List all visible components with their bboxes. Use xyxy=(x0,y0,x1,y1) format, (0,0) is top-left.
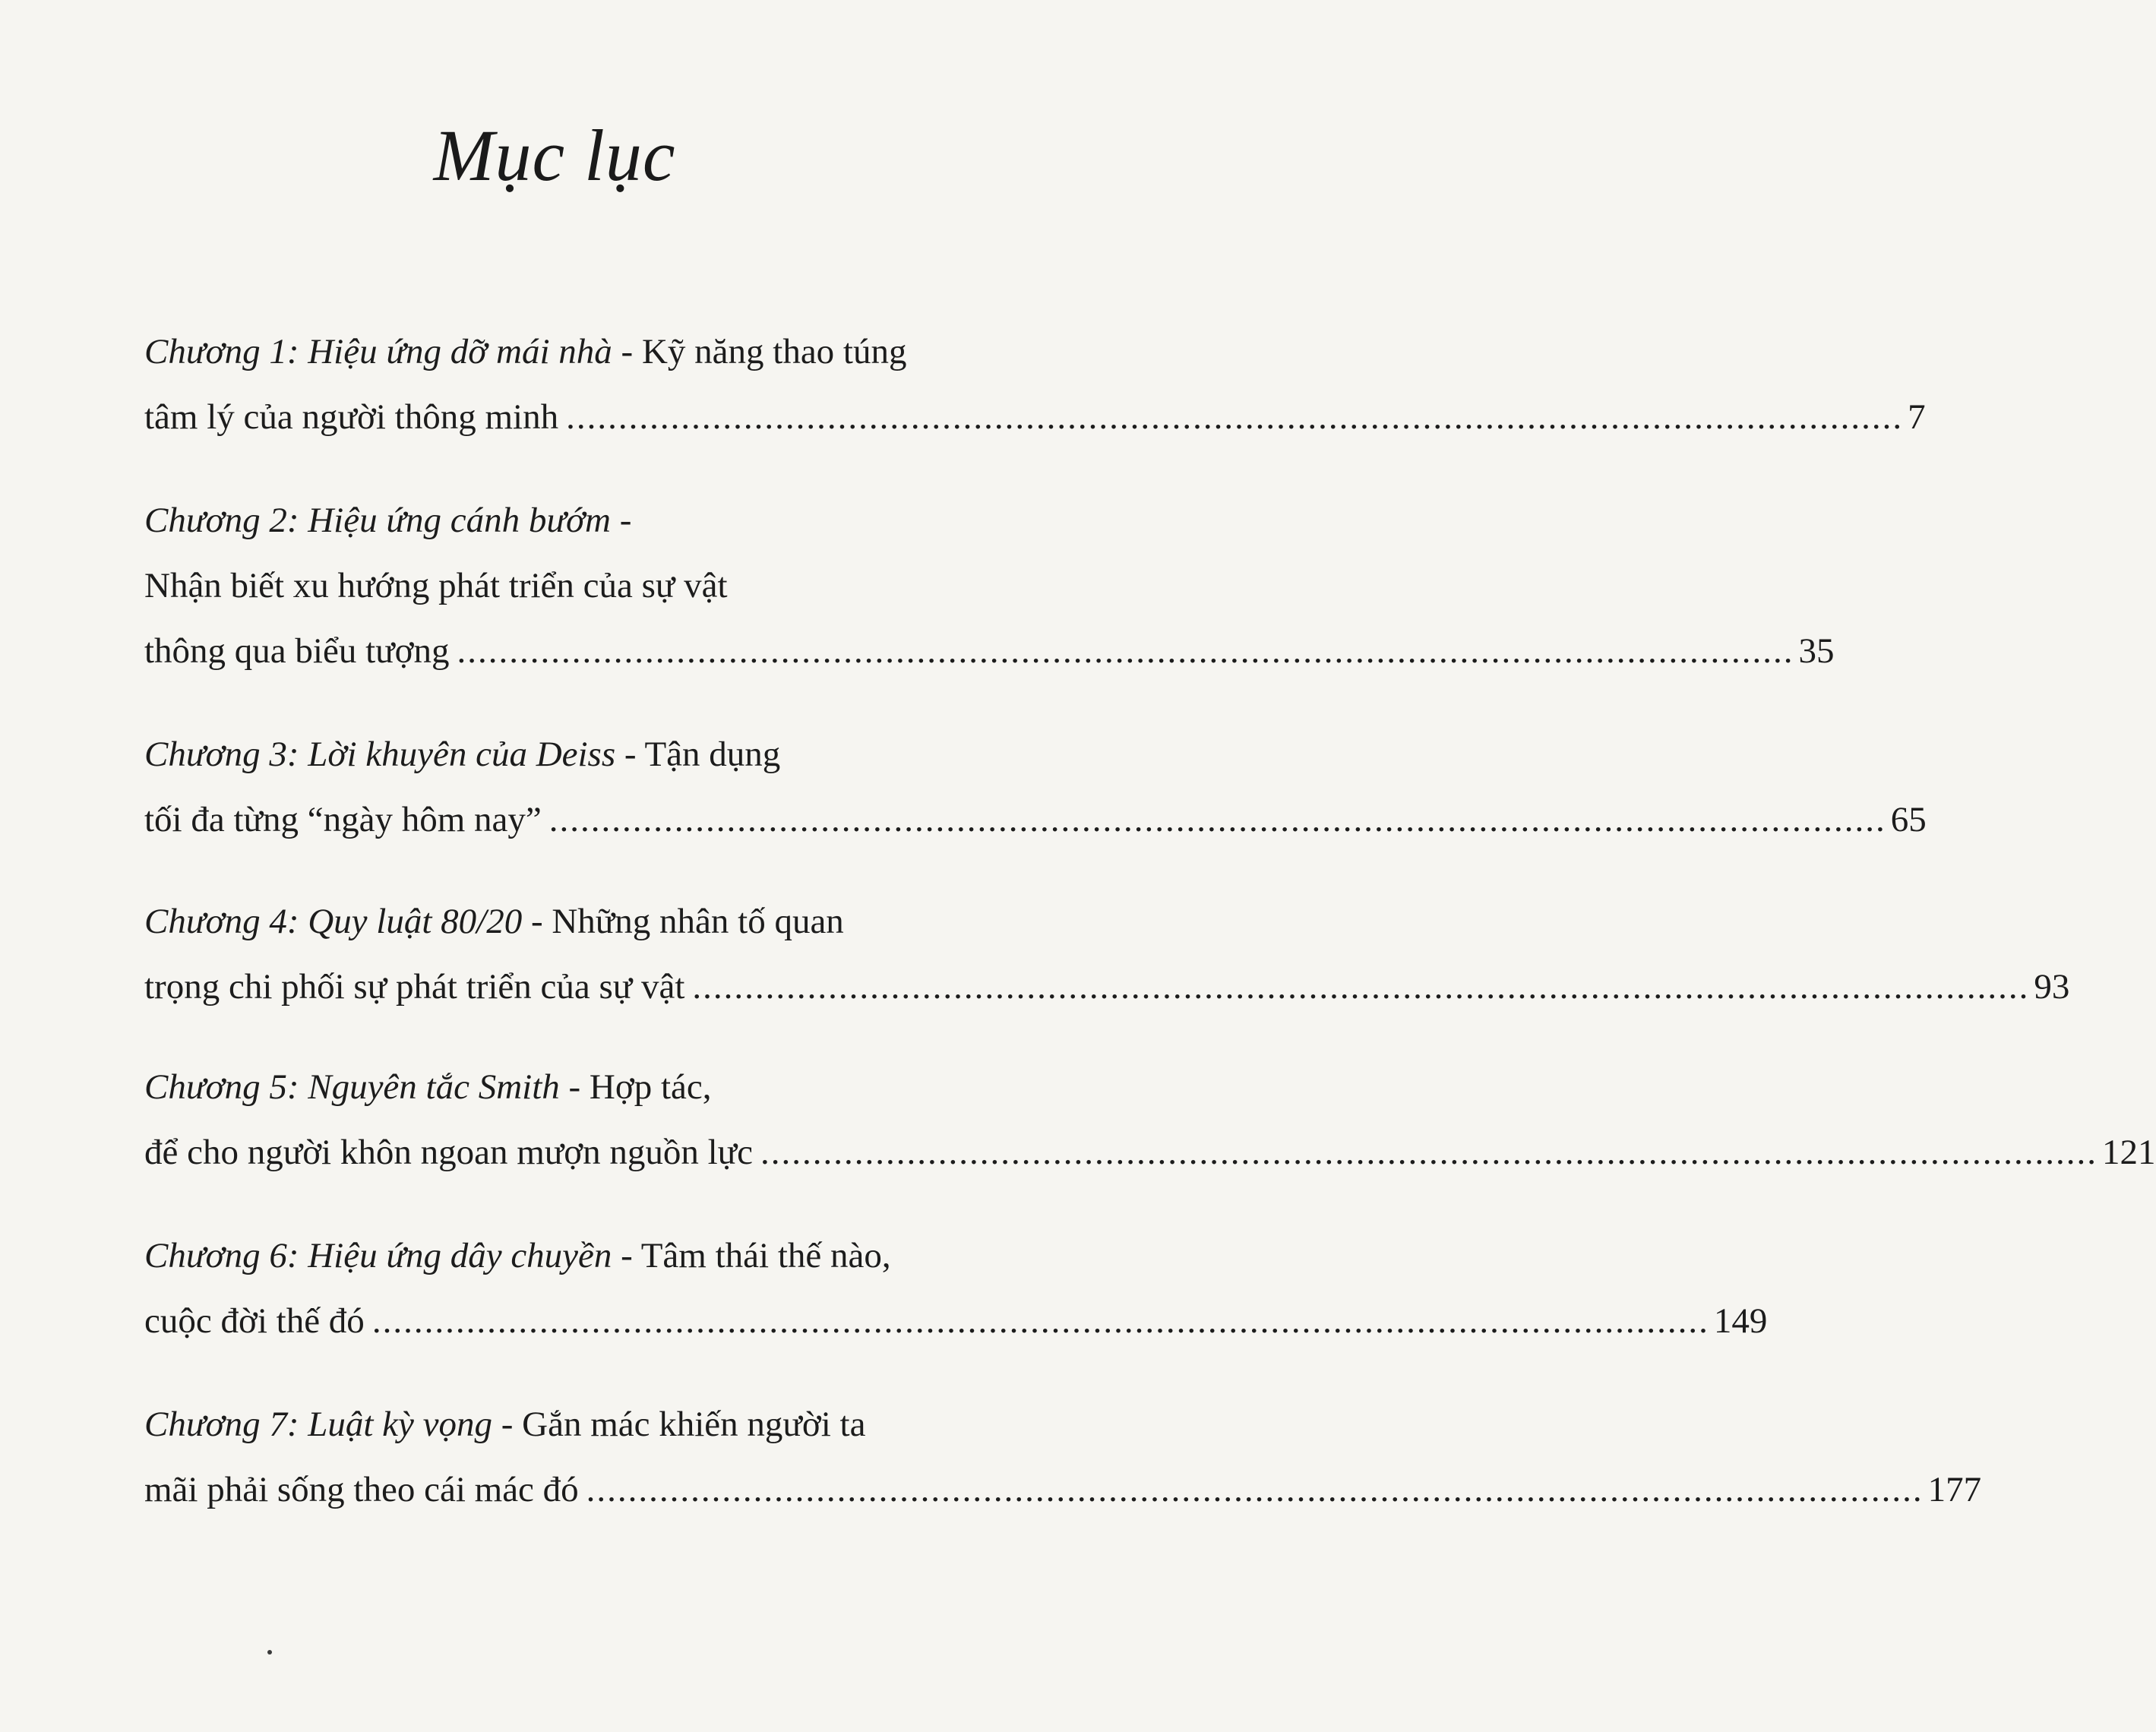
page-number: 121 xyxy=(2102,1133,2156,1172)
toc-entry-heading xyxy=(144,1392,1018,1457)
chapter-title: Chương 2: Hiệu ứng cánh bướm xyxy=(144,501,611,540)
page-title: Mục lục xyxy=(433,115,676,196)
toc-entry-heading xyxy=(144,722,1018,787)
separator: - xyxy=(612,1236,641,1275)
separator: - xyxy=(615,735,645,774)
page-number: 177 xyxy=(1927,1470,1982,1509)
chapter-title: Chương 3: Lời khuyên của Deiss xyxy=(144,735,616,774)
chapter-subtitle-end: tâm lý của người thông minh xyxy=(144,397,559,437)
toc-entry-heading xyxy=(144,1223,1018,1288)
chapter-subtitle: Gắn mác khiến người ta xyxy=(522,1405,866,1444)
dot-leader: ................................................................................................................................ xyxy=(371,1301,1709,1341)
separator: - xyxy=(522,902,552,941)
separator: - xyxy=(612,332,642,371)
toc-entry-heading xyxy=(144,488,1018,553)
dot-leader: ................................................................................................................................ xyxy=(760,1133,2098,1172)
dot-leader: ................................................................................................................................ xyxy=(692,967,2030,1007)
toc-entry-1[interactable] xyxy=(144,319,1926,450)
chapter-subtitle: Kỹ năng thao túng xyxy=(641,332,907,371)
chapter-subtitle-end: cuộc đời thế đó xyxy=(144,1301,365,1341)
toc-entry-3[interactable] xyxy=(144,722,1927,852)
chapter-subtitle: Hợp tác, xyxy=(589,1067,712,1107)
toc-entry-heading xyxy=(144,1054,1018,1120)
toc-entry-last-line xyxy=(144,1457,1982,1522)
toc-entry-last-line xyxy=(144,787,1927,852)
paper-speck xyxy=(267,1650,272,1655)
page-number: 149 xyxy=(1713,1301,1768,1341)
toc-entry-last-line xyxy=(144,384,1926,450)
dot-leader: ................................................................................................................................ xyxy=(457,631,1794,671)
toc-entry-4[interactable] xyxy=(144,889,2070,1019)
page-number: 65 xyxy=(1890,800,1927,839)
chapter-subtitle: Tận dụng xyxy=(644,735,781,774)
chapter-subtitle: Nhận biết xu hướng phát triển của sự vật xyxy=(144,566,728,605)
toc-entry-5[interactable] xyxy=(144,1054,2156,1185)
chapter-title: Chương 7: Luật kỳ vọng xyxy=(144,1405,492,1444)
chapter-subtitle: Tâm thái thế nào, xyxy=(640,1236,891,1275)
separator: - xyxy=(559,1067,590,1107)
toc-entry-7[interactable] xyxy=(144,1392,1982,1522)
dot-leader: ................................................................................................................................ xyxy=(566,397,1904,437)
page-number: 7 xyxy=(1908,397,1926,437)
chapter-title: Chương 6: Hiệu ứng dây chuyền xyxy=(144,1236,612,1275)
separator: - xyxy=(610,501,632,540)
dot-leader: ................................................................................................................................ xyxy=(548,800,1886,839)
separator: - xyxy=(492,1405,523,1444)
chapter-subtitle: Những nhân tố quan xyxy=(552,902,844,941)
toc-entry-last-line xyxy=(144,618,1835,684)
chapter-subtitle-end: để cho người khôn ngoan mượn nguồn lực xyxy=(144,1133,753,1172)
dot-leader: ................................................................................................................................ xyxy=(586,1470,1924,1509)
chapter-subtitle-end: tối đa từng “ngày hôm nay” xyxy=(144,800,542,839)
chapter-subtitle-end: thông qua biểu tượng xyxy=(144,631,450,671)
toc-entry-last-line xyxy=(144,1120,2156,1185)
toc-entry-heading xyxy=(144,889,1018,954)
chapter-title: Chương 4: Quy luật 80/20 xyxy=(144,902,523,941)
toc-entry-6[interactable] xyxy=(144,1223,1768,1354)
page-number: 93 xyxy=(2034,967,2070,1007)
toc-entry-line xyxy=(144,553,1018,618)
toc-entry-2[interactable] xyxy=(144,488,1835,684)
toc-entry-last-line xyxy=(144,954,2070,1019)
page-number: 35 xyxy=(1798,631,1835,671)
chapter-subtitle-end: trọng chi phối sự phát triển của sự vật xyxy=(144,967,685,1007)
chapter-title: Chương 5: Nguyên tắc Smith xyxy=(144,1067,560,1107)
toc-entry-last-line xyxy=(144,1288,1768,1354)
toc-entry-heading xyxy=(144,319,1018,384)
chapter-subtitle-end: mãi phải sống theo cái mác đó xyxy=(144,1470,579,1509)
chapter-title: Chương 1: Hiệu ứng dỡ mái nhà xyxy=(144,332,612,371)
